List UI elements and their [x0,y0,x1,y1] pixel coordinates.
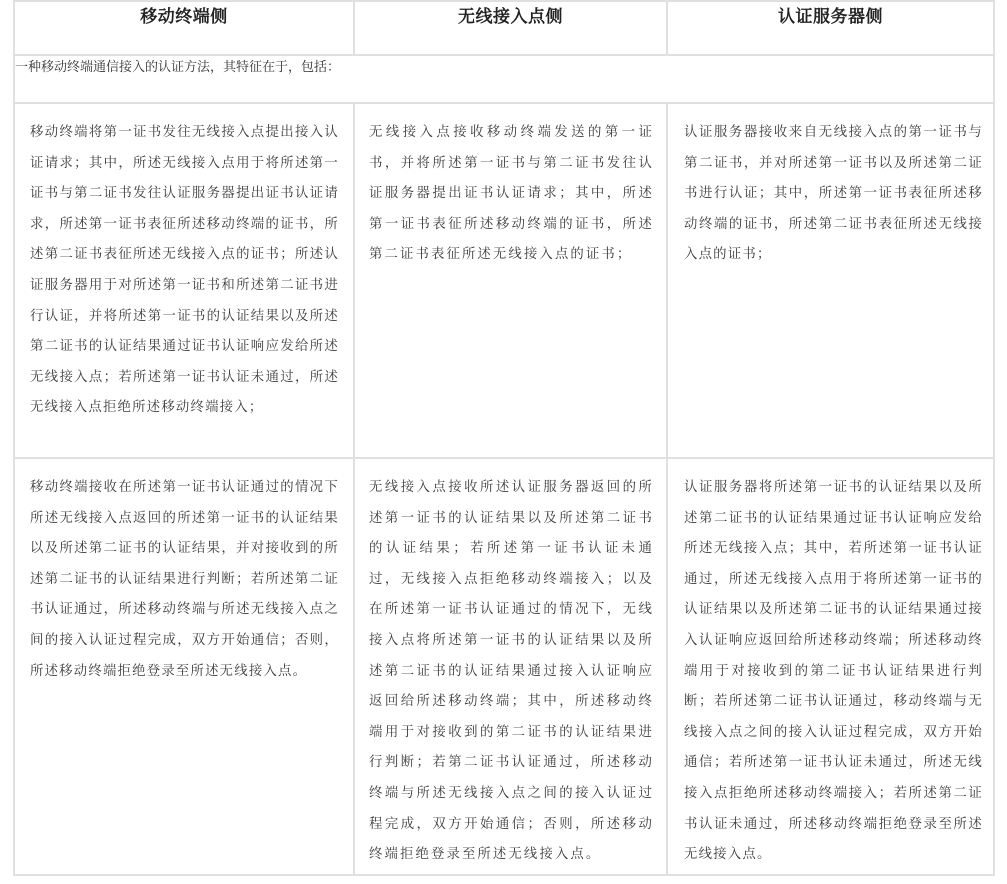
intro-text: 一种移动终端通信接入的认证方法，其特征在于，包括： [14,55,994,103]
cell-auth-server [667,103,994,458]
cell-access-point [354,458,667,875]
cell-access-point [354,103,667,458]
header-row [14,1,994,55]
cell-text: 认证服务器接收来自无线接入点的第一证书与第二证书，并对所述第一证书以及所述第二证书进行认证；其中，所述第一证书表征所述移动终端的证书，所述第二证书表征所述无线接入点的证书； [684,125,983,263]
claims-comparison-table [13,0,995,876]
cell-text: 认证服务器将所述第一证书的认证结果以及所述第二证书的认证结果通过证书认证响应发给所述无线接入点；其中，若所述第一证书认证通过，所述无线接入点用于将所述第一证书的认证结果以及所述第二证书的认证结果通过接入认证响应返回给所述移动终端；所述移动终端用于对接收到的第二证书认证结果进行判断；若所述第二证书认证通过，移动终端与无线接入点之间的接入认证过程完成，双方开始通信；若所述第一证书认证未通过，所述无线接入点拒绝所述移动终端接入；若所述第二证书认证未通过，所述移动终端拒绝登录至所述无线接入点。 [684,480,983,863]
table-row [14,103,994,458]
cell-text: 移动终端接收在所述第一证书认证通过的情况下所述无线接入点返回的所述第一证书的认证结果以及所述第二证书的认证结果，并对接收到的所述第二证书的认证结果进行判断；若所述第二证书认证通过，所述移动终端与所述无线接入点之间的接入认证过程完成，双方开始通信；否则，所述移动终端拒绝登录至所述无线接入点。 [30,480,339,679]
cell-text: 无线接入点接收所述认证服务器返回的所述第一证书的认证结果以及所述第二证书的认证结果；若所述第一证书认证未通过，无线接入点拒绝移动终端接入；以及在所述第一证书认证通过的情况下，无线接入点将所述第一证书的认证结果以及所述第二证书的认证结果通过接入认证响应返回给所述移动终端；其中，所述移动终端用于对接收到的第二证书的认证结果进行判断；若第二证书认证通过，所述移动终端与所述无线接入点之间的接入认证过程完成，双方开始通信；否则，所述移动终端拒绝登录至所述无线接入点。 [369,480,654,863]
column-header-mobile-terminal: 移动终端侧 [14,1,354,55]
cell-text: 移动终端将第一证书发往无线接入点提出接入认证请求；其中，所述无线接入点用于将所述第一证书与第二证书发往认证服务器提出证书认证请求，所述第一证书表征所述移动终端的证书，所述第二证书表征所述无线接入点的证书；所述认证服务器用于对所述第一证书和所述第二证书进行认证，并将所述第一证书的认证结果以及所述第二证书的认证结果通过证书认证响应发给所述无线接入点；若所述第一证书认证未通过，所述无线接入点拒绝所述移动终端接入； [30,125,339,416]
cell-mobile-terminal [14,103,354,458]
table-row [14,458,994,875]
cell-auth-server [667,458,994,875]
column-header-access-point: 无线接入点侧 [354,1,667,55]
column-header-auth-server: 认证服务器侧 [667,1,994,55]
cell-mobile-terminal [14,458,354,875]
intro-row [14,55,994,103]
cell-text: 无线接入点接收移动终端发送的第一证书，并将所述第一证书与第二证书发往认证服务器提出证书认证请求；其中，所述第一证书表征所述移动终端的证书，所述第二证书表征所述无线接入点的证书； [369,125,654,263]
